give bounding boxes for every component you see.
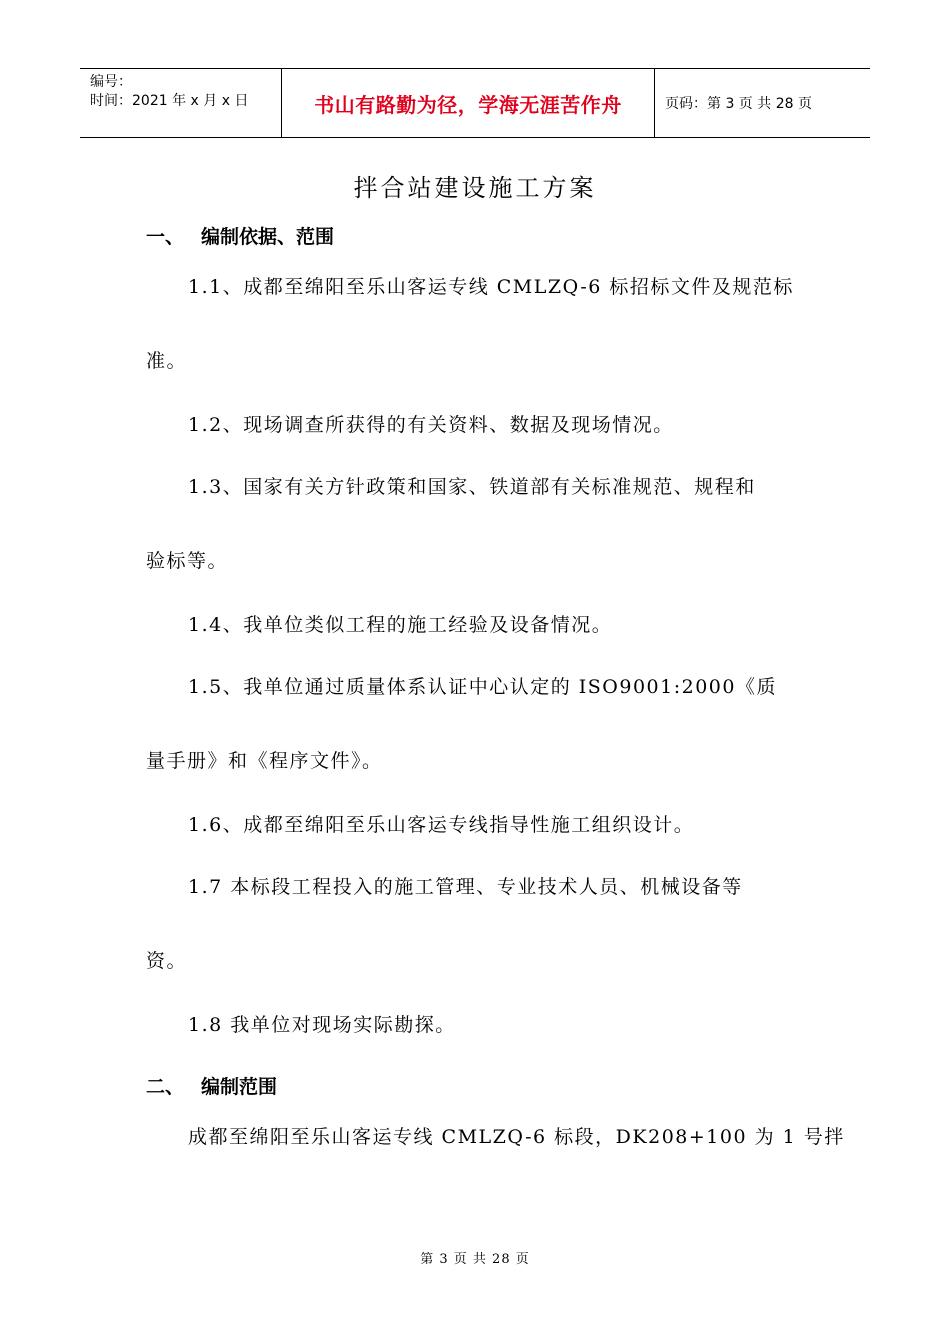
paragraph-line: 1.8 我单位对现场实际勘探。 xyxy=(188,1014,456,1036)
section-title: 编制范围 xyxy=(201,1076,278,1098)
header-page-info: 页码：第 3 页 共 28 页 xyxy=(665,96,812,112)
paragraph-line: 1.5、我单位通过质量体系认证中心认定的 ISO9001:2000《质 xyxy=(188,676,777,698)
page-footer: 第 3 页 共 28 页 xyxy=(420,1252,530,1267)
paragraph-line: 准。 xyxy=(146,350,188,372)
paragraph-line: 1.4、我单位类似工程的施工经验及设备情况。 xyxy=(188,614,613,636)
document-title: 拌合站建设施工方案 xyxy=(353,174,597,202)
section-number: 一、 xyxy=(146,226,185,248)
paragraph-line: 1.2、现场调查所获得的有关资料、数据及现场情况。 xyxy=(188,414,674,436)
section-number: 二、 xyxy=(146,1076,185,1098)
paragraph-line: 资。 xyxy=(146,950,188,972)
page-header xyxy=(80,68,870,138)
paragraph-line: 验标等。 xyxy=(146,550,229,572)
paragraph-line: 量手册》和《程序文件》。 xyxy=(146,750,383,772)
paragraph-line: 1.1、成都至绵阳至乐山客运专线 CMLZQ-6 标招标文件及规范标 xyxy=(188,276,794,298)
paragraph-line: 1.7 本标段工程投入的施工管理、专业技术人员、机械设备等 xyxy=(188,876,743,898)
section-heading-1 xyxy=(146,222,334,249)
document-time-label: 时间：2021 年 x 月 x 日 xyxy=(90,93,249,109)
document-number-label: 编号： xyxy=(90,74,132,90)
paragraph-line: 1.3、国家有关方针政策和国家、铁道部有关标准规范、规程和 xyxy=(188,476,756,498)
header-meta xyxy=(80,69,282,137)
section-heading-2 xyxy=(146,1072,277,1099)
paragraph-line: 成都至绵阳至乐山客运专线 CMLZQ-6 标段，DK208+100 为 1 号拌 xyxy=(188,1126,845,1148)
header-motto: 书山有路勤为径，学海无涯苦作舟 xyxy=(282,69,655,137)
section-title: 编制依据、范围 xyxy=(201,226,335,248)
paragraph-line: 1.6、成都至绵阳至乐山客运专线指导性施工组织设计。 xyxy=(188,814,695,836)
